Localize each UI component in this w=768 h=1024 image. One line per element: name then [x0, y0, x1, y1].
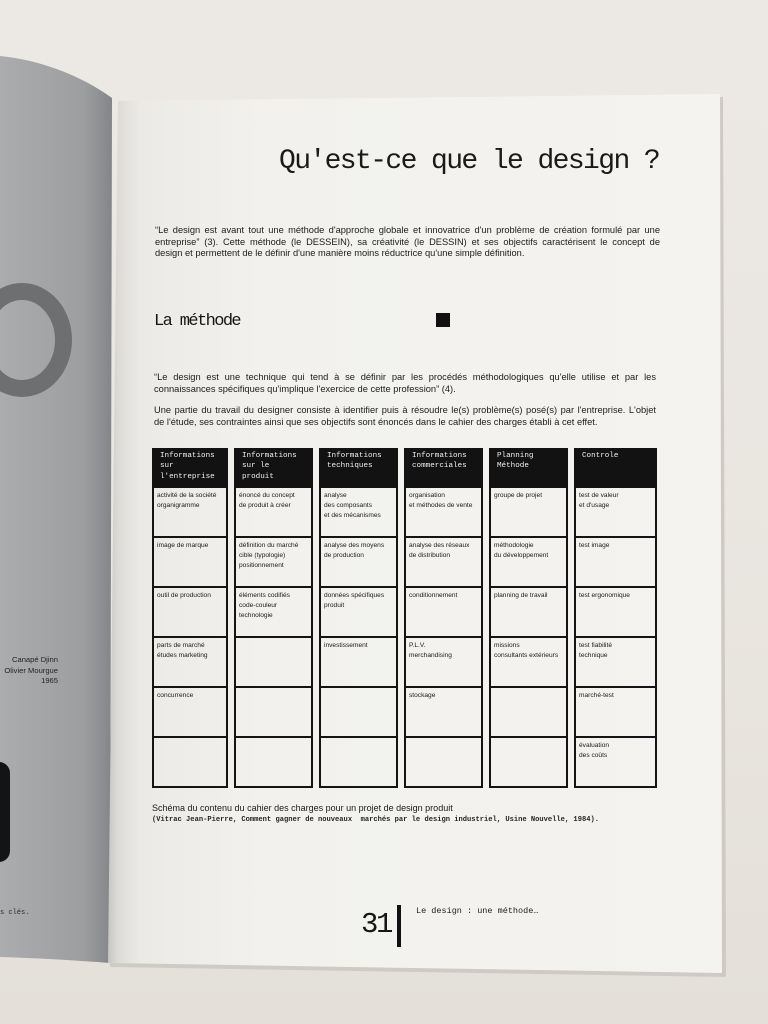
diagram-cell: [319, 538, 398, 588]
cell-line: test fiabilité: [579, 642, 612, 649]
cell-line: conditionnement: [409, 592, 458, 599]
cell-line: énoncé du concept: [239, 492, 295, 499]
cell-line: des composants: [324, 502, 373, 509]
column-header-line: sur: [160, 462, 174, 471]
paragraph-line: design et permettent de le définir d'une manière moins réductrice qu'une simple définition.: [155, 248, 525, 259]
left-page: [0, 56, 112, 963]
paragraph-line: entreprise” (3). Cette méthode (le DESSEIN), sa créativité (le DESSIN) et ses objectifs caractérisent le concept de: [155, 236, 660, 247]
diagram-cell: [234, 688, 313, 738]
cell-line: produit: [324, 602, 345, 609]
cell-line: données spécifiques: [324, 592, 385, 599]
paragraph-line: de l'étude, ses contraintes ainsi que ses objectifs sont énoncés dans le cahier des charges établi à cet effet.: [154, 416, 598, 427]
diagram-cell: [489, 488, 568, 538]
diagram-cell: [489, 538, 568, 588]
cell-line: marché-test: [579, 692, 614, 699]
diagram-cell: [234, 738, 313, 788]
specification-diagram: [152, 448, 657, 788]
cell-line: image de marque: [157, 542, 209, 549]
section-heading: La méthode: [154, 312, 241, 331]
column-header: [234, 448, 313, 488]
column-header-line: Controle: [582, 452, 619, 460]
cell-line: organigramme: [157, 502, 200, 509]
cell-line: définition du marché: [239, 542, 299, 549]
quote-paragraph: [154, 372, 656, 395]
cell-line: de production: [324, 552, 364, 559]
cell-line: cible (typologie): [239, 552, 286, 559]
cell-line: de produit à créer: [239, 502, 291, 509]
diagram-cell: [319, 638, 398, 688]
diagram-cell: [574, 588, 657, 638]
cell-line: test image: [579, 542, 610, 549]
body-paragraph: [154, 405, 656, 428]
page-number: 31: [361, 908, 392, 941]
photo-caption: [4, 655, 58, 687]
column-header-line: Planning: [497, 452, 534, 460]
diagram-cell: [489, 738, 568, 788]
sofa-photo-fragment: [0, 762, 10, 862]
cell-line: et des mécanismes: [324, 512, 381, 519]
column-header-line: Méthode: [497, 462, 529, 471]
footer-divider: [397, 905, 401, 947]
paragraph-line: connaissances spécifiques qu'implique l'exercice de cette profession” (4).: [154, 383, 456, 394]
cell-line: organisation: [409, 492, 445, 499]
cell-line: analyse: [324, 492, 347, 499]
column-header-line: commerciales: [412, 462, 467, 471]
diagram-column: [152, 448, 228, 788]
cell-line: technique: [579, 652, 608, 659]
diagram-cell: [234, 638, 313, 688]
cell-line: du développement: [494, 552, 549, 559]
photo-caption-line: Canapé Djinn: [11, 655, 58, 664]
diagram-cell: [574, 738, 657, 788]
diagram-cell: [489, 688, 568, 738]
cell-line: stockage: [409, 692, 436, 699]
cell-line: analyse des réseaux: [409, 542, 470, 549]
cell-line: parts de marché: [157, 642, 205, 649]
diagram-cell: [152, 638, 228, 688]
diagram-column: [404, 448, 483, 788]
diagram-cell: [319, 488, 398, 538]
cell-line: et d'usage: [579, 502, 610, 509]
column-header-line: Informations: [160, 452, 215, 460]
column-header-line: techniques: [327, 462, 373, 471]
section-marker-square: [436, 313, 450, 327]
cell-line: outil de production: [157, 592, 211, 599]
cell-line: consultants extérieurs: [494, 652, 559, 659]
diagram-cell: [404, 488, 483, 538]
cell-line: P.L.V.: [409, 642, 426, 649]
column-header: [319, 448, 398, 488]
running-footer: Le design : une méthode…: [416, 906, 539, 916]
diagram-cell: [404, 688, 483, 738]
diagram-cell: [152, 688, 228, 738]
column-header: [404, 448, 483, 488]
column-header-line: sur le: [242, 462, 270, 471]
column-header: [489, 448, 568, 488]
diagram-cell: [404, 538, 483, 588]
intro-paragraph: [155, 225, 660, 260]
cell-line: méthodologie: [494, 542, 534, 549]
photo-caption-line: 1965: [41, 676, 58, 686]
diagram-cell: [489, 588, 568, 638]
diagram-column: [319, 448, 398, 788]
diagram-cell: [152, 588, 228, 638]
cell-line: missions: [494, 642, 520, 649]
photo-caption-line: Olivier Mourgue: [4, 665, 58, 675]
paragraph-line: “Le design est avant tout une méthode d'approche globale et innovatrice d'un problème de création formulé par une: [155, 225, 660, 235]
column-header-line: produit: [242, 472, 274, 481]
diagram-cell: [404, 638, 483, 688]
column-header: [152, 448, 228, 488]
cell-line: éléments codifiés: [239, 592, 290, 599]
cell-line: positionnement: [239, 562, 284, 569]
diagram-cell: [574, 488, 657, 538]
diagram-cell: [152, 738, 228, 788]
cell-line: test de valeur: [579, 492, 619, 499]
diagram-cell: [319, 588, 398, 638]
column-header-line: Informations: [327, 452, 382, 460]
diagram-column: [574, 448, 657, 788]
diagram-column: [234, 448, 313, 788]
left-page-footer-fragment: s clés.: [0, 909, 30, 917]
paragraph-line: Une partie du travail du designer consiste à identifier puis à résoudre le(s) problème(s) posé(s) par l'entreprise. L'objet: [154, 405, 656, 415]
diagram-cell: [234, 538, 313, 588]
citation: (Vitrac Jean-Pierre, Comment gagner de nouveaux marchés par le design industriel, Usine Nouvelle, 1984).: [152, 816, 599, 824]
diagram-cell: [574, 638, 657, 688]
diagram-cell: [574, 688, 657, 738]
diagram-column: [489, 448, 568, 788]
cell-line: études marketing: [157, 652, 208, 659]
cell-line: groupe de projet: [494, 492, 543, 499]
column-header: [574, 448, 657, 488]
paragraph-line: “Le design est une technique qui tend à se définir par les procédés méthodologiques qu'elle utilise et par les: [154, 372, 656, 382]
cell-line: concurrence: [157, 692, 194, 699]
cell-line: analyse des moyens: [324, 542, 385, 549]
cell-line: test ergonomique: [579, 592, 630, 599]
column-header-line: Informations: [412, 452, 467, 460]
diagram-cell: [152, 538, 228, 588]
diagram-cell: [404, 588, 483, 638]
cell-line: technologie: [239, 612, 273, 619]
diagram-cell: [152, 488, 228, 538]
column-header-line: l'entreprise: [160, 472, 215, 481]
diagram-caption: Schéma du contenu du cahier des charges pour un projet de design produit: [152, 803, 453, 813]
diagram-cell: [489, 638, 568, 688]
diagram-cell: [404, 738, 483, 788]
cell-line: investissement: [324, 642, 368, 649]
cell-line: évaluation: [579, 742, 610, 749]
diagram-cell: [319, 688, 398, 738]
page-title: Qu'est-ce que le design ?: [279, 146, 660, 177]
column-header-line: Informations: [242, 452, 297, 460]
cell-line: planning de travail: [494, 592, 548, 599]
diagram-cell: [319, 738, 398, 788]
diagram-cell: [234, 488, 313, 538]
diagram-cell: [234, 588, 313, 638]
diagram-cell: [574, 538, 657, 588]
cell-line: merchandising: [409, 652, 452, 659]
cell-line: des coûts: [579, 752, 608, 759]
cell-line: code-couleur: [239, 602, 278, 609]
cell-line: de distribution: [409, 552, 451, 559]
cell-line: et méthodes de vente: [409, 502, 473, 509]
cell-line: activité de la société: [157, 492, 217, 499]
